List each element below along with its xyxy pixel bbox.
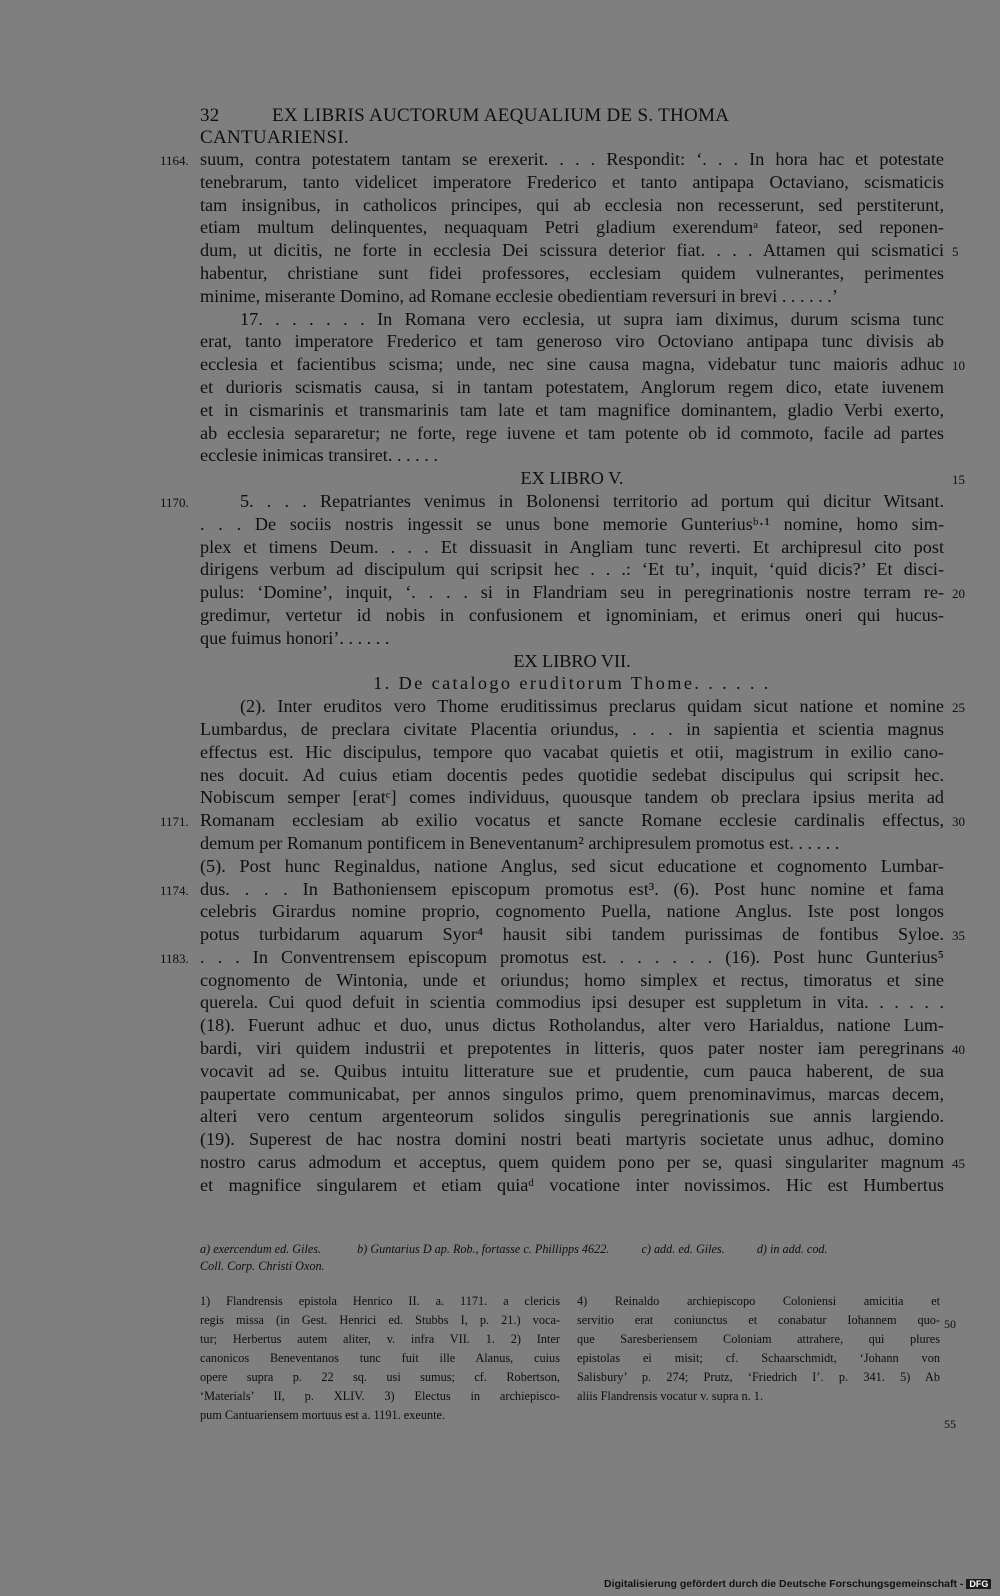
footnotes-left-column [200,1292,560,1425]
line-text: potus turbidarum aquarum Syor⁴ hausit sibi tandem purissimas de fontibus Syloe. [200,924,944,945]
line-text: (18). Fuerunt adhuc et duo, unus dictus Rotholandus, alter vero Harialdus, natione Lum- [200,1015,944,1036]
text-line [200,627,944,650]
text-line [200,741,944,764]
line-text: celebris Girardus nomine proprio, cognomento Puella, natione Anglus. Iste post longos [200,901,944,922]
margin-line-number: 25 [952,700,965,716]
line-text: et magnifice singularem et etiam quiaᵈ vocatione inter novissimos. Hic est Humbertus [200,1174,944,1195]
margin-line-number: 10 [952,358,965,374]
line-text: EX LIBRO VII. [513,650,631,671]
line-text: pulus: ‘Domine’, inquit, ‘. . . . si in Flandriam seu in peregrinationis nostre terram re- [200,582,944,603]
main-text [160,148,965,1197]
footnote-line: aliis Flandrensis vocatur v. supra n. 1. [577,1389,764,1403]
footnote-line: regis missa (in Gest. Henrici ed. Stubbs I, p. 21.) voca- [200,1313,560,1327]
footnote-line: epistolas ei misit; cf. Schaarschmidt, ‘Johann von [577,1351,940,1365]
critical-apparatus [200,1241,944,1275]
line-text: 1. De catalogo eruditorum Thome. . . . . . [373,673,771,694]
text-line [200,262,944,285]
text-line [200,581,965,604]
line-text: minime, miserante Domino, ad Romane ecclesie obedientiam reversuri in brevi . . . . . .’ [200,285,838,306]
critical-note-c: c) add. ed. Giles. [641,1242,725,1256]
line-text: dirigens verbum ad discipulum qui scripsit hec . . .: ‘Et tu’, inquit, ‘quid dicis?’ Et disci- [200,559,944,580]
page-number: 32 [200,105,220,126]
line-text: etiam multum delinquentes, nequaquam Petri gladium exerendumᵃ fateor, sed reponen- [200,217,944,238]
margin-line-number: 45 [952,1156,965,1172]
text-line [200,399,944,422]
footnote-line: ‘Materials’ II, p. XLIV. 3) Electus in archiepisco- [200,1389,560,1403]
line-text: gredimur, vertetur id nobis in confusionem et ignominiam, et erimus oneri qui hucus- [200,604,944,625]
text-line [200,1128,944,1151]
line-text: dus. . . . In Bathoniensem episcopum promotus est³. (6). Post hunc nomine et fama [200,878,944,899]
text-line [200,991,944,1014]
footnote-line: 1) Flandrensis epistola Henrico II. a. 1171. a clericis [200,1294,560,1308]
line-text: suum, contra potestatem tantam se erexerit. . . . Respondit: ‘. . . In hora hac et potestate [200,149,944,169]
footnote-line: pum Cantuariensem mortuus est a. 1191. exeunte. [200,1408,446,1422]
footnote-line: opere supra p. 22 sq. usi sumus; cf. Robertson, [200,1370,560,1384]
line-text: EX LIBRO V. [520,468,624,489]
text-line [160,946,944,969]
text-line [200,1151,965,1174]
line-text: cognomento de Wintonia, unde et oriundus; homo simplex et rectus, timoratus et sine [200,969,944,990]
line-text: alteri vero centum argenteorum solidos singulis peregrinationis sue annis largiendo. [200,1106,944,1127]
line-text: Lumbardus, de preclara civitate Placentia oriundus, . . . in sapientia et scientia magnus [200,718,944,739]
line-text: erat, tanto imperatore Frederico et tam generoso viro Octoviano antipapa tunc divisis ab [200,331,944,352]
text-line [200,1014,944,1037]
line-text: . . . In Conventrensem episcopum promotus est. . . . . . . (16). Post hunc Gunterius⁵ [200,946,944,967]
text-line [200,832,944,855]
running-header [200,105,860,149]
line-text: querela. Cui quod defuit in scientia commodius ipsi desuper est suppletum in vita. . . . . . [200,992,944,1013]
text-line [200,285,944,308]
text-line [200,513,944,536]
critical-note-a: a) exercendum ed. Giles. [200,1242,322,1256]
margin-year: 1174. [160,882,189,898]
line-text: plex et timens Deum. . . . Et dissuasit in Angliam tunc reverti. Et archipresul cito post [200,536,944,557]
line-text: ecclesia et facientibus scisma; unde, nec sine causa magna, videbatur tunc maioris adhuc [200,354,944,375]
margin-line-number: 50 [944,1317,956,1331]
line-text: (19). Superest de hac nostra domini nostri beati martyris societate unus adhuc, domino [200,1129,944,1150]
footnote-line: Salisbury’ p. 274; Prutz, ‘Friedrich I’. p. 341. 5) Ab [577,1370,940,1384]
margin-year: 1170. [160,494,189,510]
text-line [200,376,944,399]
section-heading [200,672,944,695]
margin-line-number: 5 [952,244,959,260]
line-text: demum per Romanum pontificem in Beneventanum² archipresulem promotus est. . . . . . [200,832,840,853]
line-text: 5. . . . Repatriantes venimus in Bolonensi territorio ad portum qui dicitur Witsant. [240,490,944,511]
footnotes-right-column [577,1292,940,1406]
text-line [160,878,944,901]
text-line [200,900,944,923]
line-text: habentur, christiane sunt fidei professores, ecclesiam quidem vulnerantes, perimentes [200,262,944,283]
text-line [200,969,944,992]
funding-banner [604,1578,991,1590]
footnote-line: 4) Reinaldo archiepiscopo Coloniensi amicitia et [577,1294,940,1308]
section-heading [200,467,965,490]
text-line [200,718,944,741]
line-text: nostro carus admodum et acceptus, quem quidem pono per se, quasi singulariter magnum [200,1152,944,1173]
text-line [200,1083,944,1106]
text-line [200,1037,965,1060]
critical-note-b: b) Guntarius D ap. Rob., fortasse c. Phillipps 4622. [357,1242,610,1256]
text-line [200,786,944,809]
footnote-line: que Saresberiensem Coloniam attrahere, qui plures [577,1332,940,1346]
margin-line-number: 30 [952,814,965,830]
dfg-logo: DFG [966,1579,991,1589]
margin-line-number: 15 [952,472,965,488]
line-text: et durioris scismatis causa, si in tantam potestatem, Anglorum regem dico, etate iuvenem [200,376,944,397]
margin-line-number: 40 [952,1042,965,1058]
line-text: (2). Inter eruditos vero Thome eruditissimus preclarus quidam sicut natione et nomine [240,696,944,717]
margin-year: 1183. [160,950,189,966]
line-text: dum, ut dicitis, ne forte in ecclesia Dei scissura deterior fiat. . . . Attamen qui scismatici [200,240,944,261]
text-line [200,536,944,559]
text-line [200,923,965,946]
footnote-line: canonicos Beneventanos tunc fuit ille Alanus, cuius [200,1351,560,1365]
line-text: tam insignibus, in catholicos principes, qui ab ecclesia non recesserunt, sed perstiterunt, [200,194,944,215]
critical-note-d: d) in add. cod. [756,1242,828,1256]
text-line [200,855,944,878]
margin-line-number: 20 [952,586,965,602]
line-text: Nobiscum semper [eratᶜ] comes individuus, quousque tandem ob preclara ipsius merita ad [200,787,944,808]
text-line [200,171,944,194]
text-line [200,604,944,627]
text-line [200,216,944,239]
text-line [200,194,944,217]
text-line [200,695,965,718]
text-line [200,558,944,581]
critical-note-d-cont: Coll. Corp. Christi Oxon. [200,1259,325,1273]
text-line [160,490,944,513]
margin-year: 1164. [160,153,189,168]
text-line [200,239,959,262]
text-line [200,1060,944,1083]
line-text: paupertate communicabat, per annos singulos primo, quem prenominavimus, marcas decem, [200,1083,944,1104]
text-line [200,444,944,467]
section-heading [200,650,944,673]
line-text: ecclesie inimicas transiret. . . . . . [200,445,438,466]
line-text: Romanam ecclesiam ab exilio vocatus et sancte Romane ecclesie cardinalis effectus, [200,810,944,831]
margin-line-number: 35 [952,928,965,944]
line-text: que fuimus honori’. . . . . . [200,627,390,648]
line-text: effectus est. Hic discipulus, tempore quo vacabat quietis et otii, magistrum in exilio cano- [200,741,944,762]
text-line [200,1174,944,1197]
text-line [200,330,944,353]
funding-text: Digitalisierung gefördert durch die Deutsche Forschungsgemeinschaft - [604,1578,964,1590]
text-line [200,353,965,376]
line-text: ab ecclesia separaretur; ne forte, rege iuvene et tam potente ob id commoto, facile ad partes [200,422,944,443]
text-line [160,148,944,171]
text-line [200,1105,944,1128]
text-line [160,809,965,832]
line-text: (5). Post hunc Reginaldus, natione Anglus, sed sicut educatione et cognomento Lumbar- [200,855,944,876]
footnote-line: tur; Herbertus autem aliter, v. infra VII. 1. 2) Inter [200,1332,560,1346]
margin-year: 1171. [160,814,189,830]
line-text: 17. . . . . . . In Romana vero ecclesia, ut supra iam diximus, durum scisma tunc [240,308,944,329]
text-line [200,308,944,331]
running-title: EX LIBRIS AUCTORUM AEQUALIUM DE S. THOMA CANTUARIENSI. [200,105,729,148]
line-text: nes docuit. Ad cuius etiam docentis pedes quotidie sedebat discipulus qui scripsit hec. [200,764,944,785]
line-text: et in cismarinis et transmarinis tam late et tam magnifice dominantem, gladio Verbi exerto, [200,399,944,420]
text-line [200,422,944,445]
line-text: vocavit ad se. Quibus intuitu litterature sue et prudentie, cum pauca haberent, de sua [200,1060,944,1081]
line-text: tenebrarum, tanto videlicet imperatore Frederico et tanto antipapa Octaviano, scismaticis [200,171,944,192]
line-text: bardi, viri quidem industrii et prepotentes in litteris, quos pater noster iam peregrinans [200,1038,944,1059]
line-text: . . . De sociis nostris ingessit se unus bone memorie Gunteriusᵇ·¹ nomine, homo sim- [200,513,944,534]
margin-line-number: 55 [944,1417,956,1431]
text-line [200,764,944,787]
footnote-line: servitio erat coniunctus et conabatur Iohannem quo- [577,1313,940,1327]
